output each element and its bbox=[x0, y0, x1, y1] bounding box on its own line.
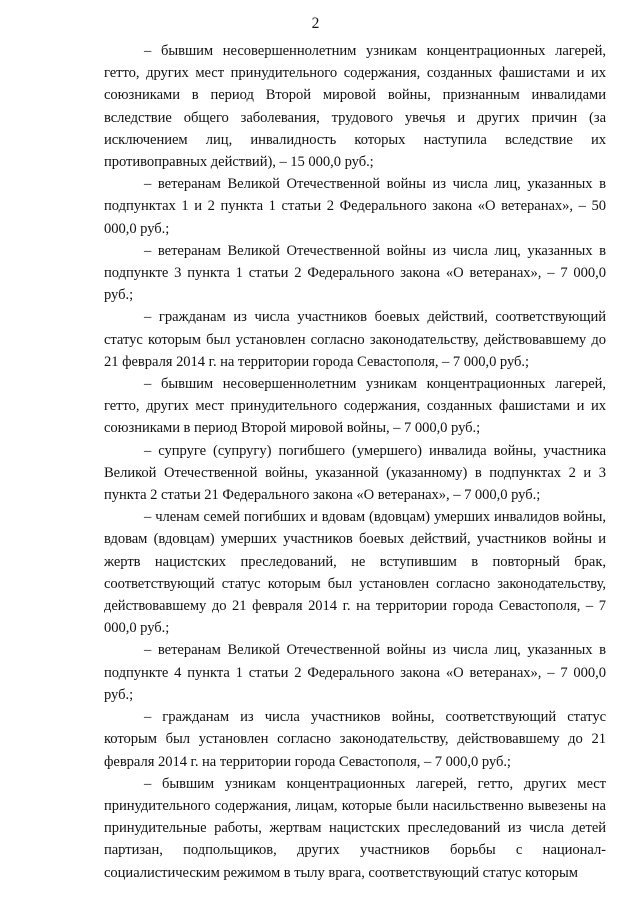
paragraph-9: – гражданам из числа участников войны, соответствующий статус которым был установлен согласно законодательству, действовавшему до 21 февраля 2014 г. на территории города Севастополя, – 7 000,0 руб.; bbox=[104, 709, 606, 770]
paragraph-1: – бывшим несовершеннолетним узникам концентрационных лагерей, гетто, других мест принудительного содержания, созданных фашистами и их союзниками в период Второй мировой войны, признанным инвалидами вследствие общего заболевания, трудового увечья и других причин (за исключением лиц, инвалидность которых наступила вследствие их противоправных действий), – 15 000,0 руб.; bbox=[104, 43, 606, 171]
document-body bbox=[104, 40, 606, 884]
paragraph-6: – супруге (супругу) погибшего (умершего) инвалида войны, участника Великой Отечественной войны, указанной (указанному) в подпунктах 2 и 3 пункта 2 статьи 21 Федерального закона «О ветеранах», – 7 000,0 руб.; bbox=[104, 442, 606, 504]
paragraph-4: – гражданам из числа участников боевых действий, соответствующий статус которым был установлен согласно законодательству, действовавшему до 21 февраля 2014 г. на территории города Севастополя, – 7 000,0 руб.; bbox=[104, 309, 606, 370]
paragraph-2: – ветеранам Великой Отечественной войны из числа лиц, указанных в подпунктах 1 и 2 пункта 1 статьи 2 Федерального закона «О ветеранах», – 50 000,0 руб.; bbox=[104, 176, 606, 237]
paragraph-10: – бывшим узникам концентрационных лагерей, гетто, других мест принудительного содержания, лицам, которые были насильственно вывезены на принудительные работы, жертвам нацистских преследований из числа детей партизан, подпольщиков, других участников борьбы с национал-социалистическим режимом в тылу врага, соответствующий статус которым bbox=[104, 775, 606, 881]
paragraph-8: – ветеранам Великой Отечественной войны из числа лиц, указанных в подпункте 4 пункта 1 статьи 2 Федерального закона «О ветеранах», – 7 000,0 руб.; bbox=[104, 642, 606, 703]
page-number: 2 bbox=[311, 15, 320, 32]
paragraph-3: – ветеранам Великой Отечественной войны из числа лиц, указанных в подпункте 3 пункта 1 статьи 2 Федерального закона «О ветеранах», – 7 000,0 руб.; bbox=[104, 242, 606, 304]
paragraph-7: – членам семей погибших и вдовам (вдовцам) умерших инвалидов войны, вдовам (вдовцам) умерших участников боевых действий, участников войны и жертв нацистских преследований, не вступившим в повторный брак, соответствующий статус которым был установлен согласно законодательству, действовавшему до 21 февраля 2014 г. на территории города Севастополя, – 7 000,0 руб.; bbox=[104, 509, 606, 637]
paragraph-5: – бывшим несовершеннолетним узникам концентрационных лагерей, гетто, других мест принудительного содержания, созданных фашистами и их союзниками в период Второй мировой войны, – 7 000,0 руб.; bbox=[104, 376, 606, 437]
